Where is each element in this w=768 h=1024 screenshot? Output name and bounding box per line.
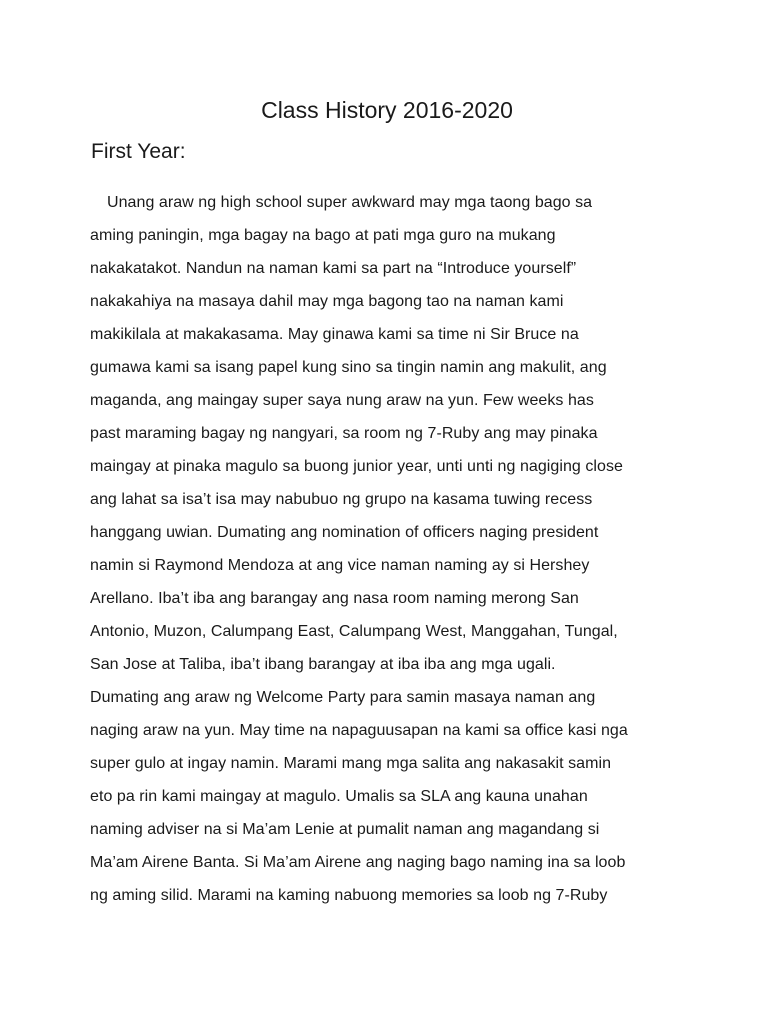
paragraph-line: nakakahiya na masaya dahil may mga bagong tao na naman kami <box>90 293 564 310</box>
paragraph-line: namin si Raymond Mendoza at ang vice naman naming ay si Hershey <box>90 557 590 574</box>
paragraph-line: gumawa kami sa isang papel kung sino sa tingin namin ang makulit, ang <box>90 359 607 376</box>
paragraph-line: Dumating ang araw ng Welcome Party para samin masaya naman ang <box>90 689 596 706</box>
paragraph-line: Unang araw ng high school super awkward may mga taong bago sa <box>107 194 593 211</box>
paragraph-line: super gulo at ingay namin. Marami mang mga salita ang nakasakit samin <box>90 755 612 772</box>
document-title: Class History 2016-2020 <box>261 97 513 123</box>
paragraph-line: naming adviser na si Ma’am Lenie at pumalit naman ang magandang si <box>90 821 600 838</box>
paragraph-line: makikilala at makakasama. May ginawa kami sa time ni Sir Bruce na <box>90 326 579 343</box>
paragraph-line: maganda, ang maingay super saya nung araw na yun. Few weeks has <box>90 392 594 409</box>
paragraph-line: past maraming bagay ng nangyari, sa room ng 7-Ruby ang may pinaka <box>90 425 598 442</box>
paragraph-line: Antonio, Muzon, Calumpang East, Calumpang West, Manggahan, Tungal, <box>90 623 618 640</box>
paragraph-line: naging araw na yun. May time na napaguusapan na kami sa office kasi nga <box>90 722 628 739</box>
paragraph-line: nakakatakot. Nandun na naman kami sa part na “Introduce yourself” <box>90 260 577 277</box>
paragraph-line: Ma’am Airene Banta. Si Ma’am Airene ang naging bago naming ina sa loob <box>90 854 626 871</box>
section-heading-first-year: First Year: <box>91 140 186 163</box>
body-paragraph <box>90 186 690 912</box>
paragraph-line: ng aming silid. Marami na kaming nabuong memories sa loob ng 7-Ruby <box>90 887 608 904</box>
paragraph-line: maingay at pinaka magulo sa buong junior year, unti unti ng nagiging close <box>90 458 623 475</box>
paragraph-line: ang lahat sa isa’t isa may nabubuo ng grupo na kasama tuwing recess <box>90 491 593 508</box>
paragraph-line: hanggang uwian. Dumating ang nomination of officers naging president <box>90 524 599 541</box>
paragraph-line: Arellano. Iba’t iba ang barangay ang nasa room naming merong San <box>90 590 579 607</box>
paragraph-line: San Jose at Taliba, iba’t ibang barangay at iba iba ang mga ugali. <box>90 656 556 673</box>
paragraph-line: eto pa rin kami maingay at magulo. Umalis sa SLA ang kauna unahan <box>90 788 588 805</box>
paragraph-line: aming paningin, mga bagay na bago at pati mga guro na mukang <box>90 227 556 244</box>
